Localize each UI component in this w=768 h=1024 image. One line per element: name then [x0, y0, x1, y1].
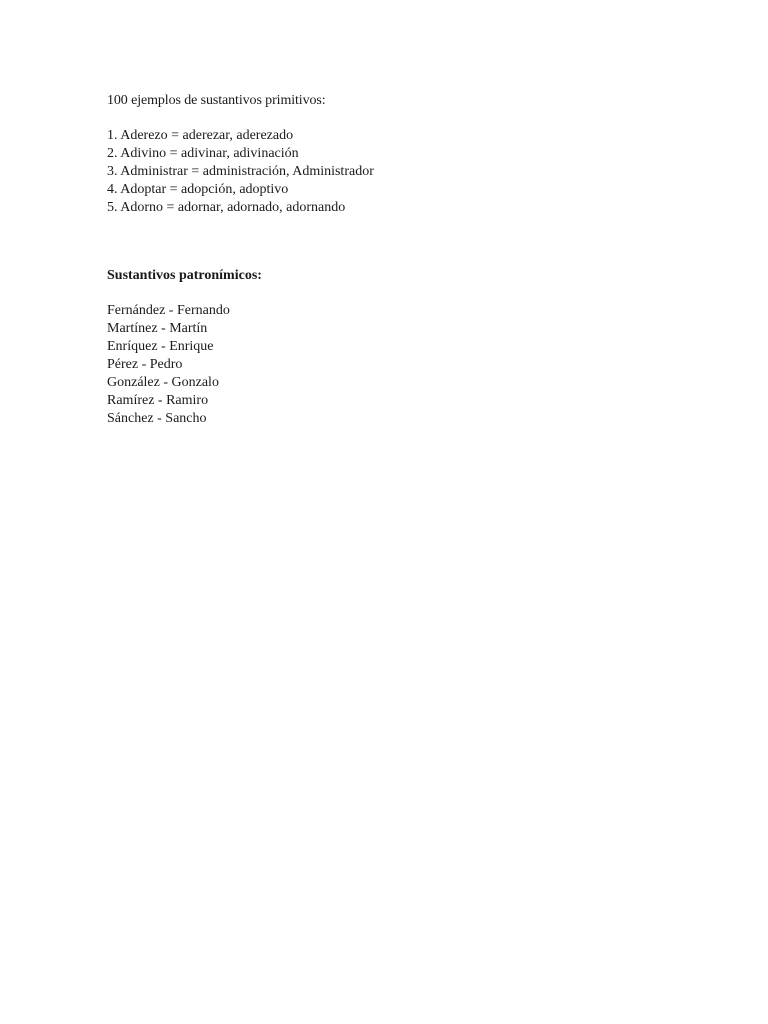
list-item: González - Gonzalo	[107, 375, 219, 390]
list-item: Pérez - Pedro	[107, 357, 183, 372]
list-item: 3. Administrar = administración, Administrador	[107, 164, 374, 179]
list-item: Enríquez - Enrique	[107, 339, 214, 354]
list-item: 5. Adorno = adornar, adornado, adornando	[107, 200, 346, 215]
list-item: Ramírez - Ramiro	[107, 393, 209, 408]
primitive-examples-list	[107, 127, 727, 217]
list-item: 4. Adoptar = adopción, adoptivo	[107, 182, 289, 197]
list-item: Fernández - Fernando	[107, 303, 230, 318]
section-heading: Sustantivos patronímicos:	[107, 268, 262, 283]
spacer	[107, 217, 727, 267]
list-item: 1. Aderezo = aderezar, aderezado	[107, 128, 294, 143]
list-item: Sánchez - Sancho	[107, 411, 207, 426]
document-page	[107, 92, 727, 428]
list-item: Martínez - Martín	[107, 321, 208, 336]
patronymics-list	[107, 302, 727, 428]
intro-text: 100 ejemplos de sustantivos primitivos:	[107, 93, 326, 108]
list-item: 2. Adivino = adivinar, adivinación	[107, 146, 299, 161]
spacer	[107, 285, 727, 302]
spacer	[107, 110, 727, 127]
